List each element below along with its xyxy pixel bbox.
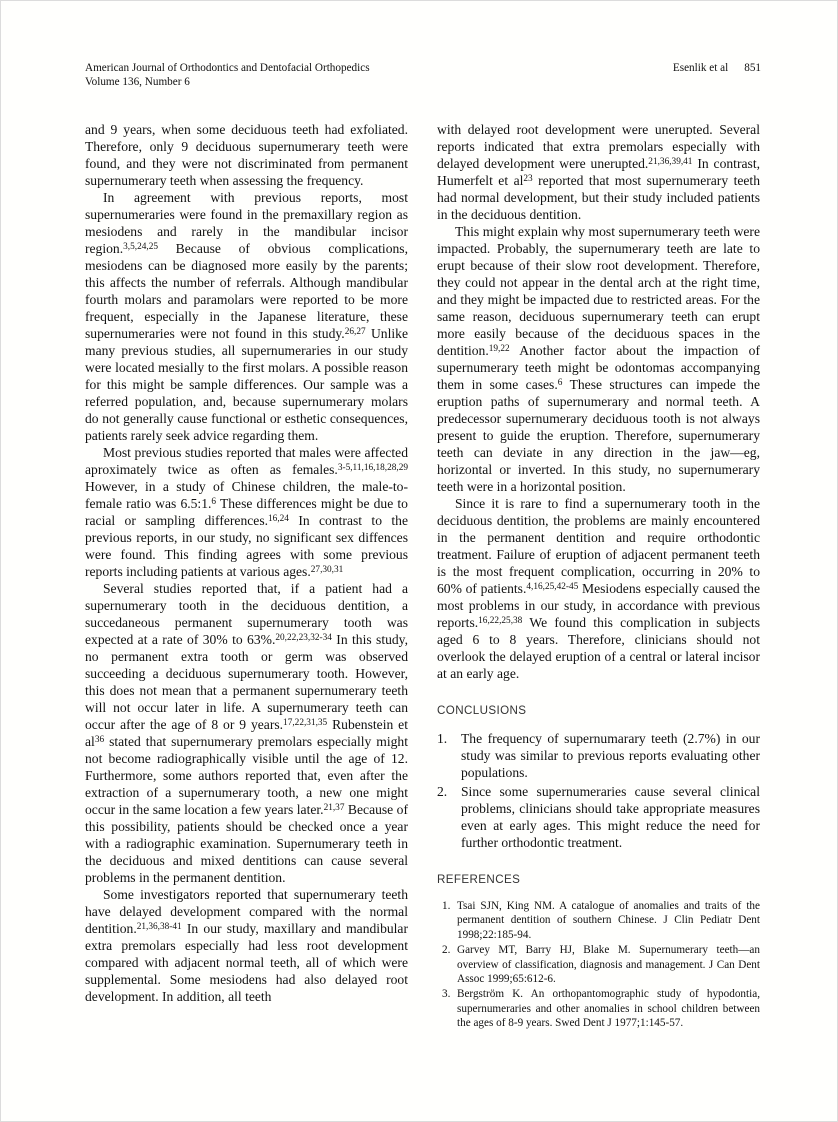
left-column [85,121,408,1032]
citation-superscript: 36 [94,734,105,745]
running-head [673,61,761,75]
list-item-number: 2. [437,784,448,799]
paragraph: Several studies reported that, if a patient had a supernumerary tooth in the deciduous dentition, a succedaneous permanent supernumerary tooth was expected at a rate of 30% to 63%.$^{20,22,23,32-34}$ In this study, no permanent extra tooth or germ was observed succeeding a deciduous supernumerary tooth. However, this does not mean that a permanent supernumerary teeth will not occur later in life. A supernumerary teeth can occur after the age of 8 or 9 years.$^{17,22,31,35}$ Rubenstein et $al^{36}$ stated that supernumerary premolars especially might not become radiographically visible until the age of 12. Furthermore, some authors reported that, even after the extraction of a supernumerary tooth, a new one might occur in the same location a few years later.$^{21,37}$ Because of this possibility, patients should be checked once a year with a radiographic examination. Supernumerary teeth in the deciduous and mixed dentitions can cause several problems in the permanent dentition. [85,581,408,885]
list-item-number: 1. [442,900,451,912]
list-item-text: Garvey MT, Barry HJ, Blake M. Supernumerary teeth—an overview of classification, diagnosis and management. J Can Dent Assoc 1999;65:612-6. [457,944,760,986]
page-number: 851 [744,62,761,74]
list-item-number: 2. [442,944,451,957]
citation-superscript: 3-5,11,16,18,28,29 [337,462,408,473]
list-item [437,730,760,781]
list-item-number: 1. [437,731,448,746]
right-column-paragraphs [437,121,760,682]
paragraph: Most previous studies reported that males were affected aproximately twice as often as females.$^{3-5,11,16,18,28,29}$ However, in a study of Chinese children, the male-to-female ratio was 6.5:1.$^6$ These differences might be due to racial or sampling differences.$^{16,24}$ In contrast to the previous reports, in our study, no significant sex diffences were found. This finding agrees with some previous reports including patients at various ages.$^{27,30,31}$ [85,445,408,579]
list-item-text: Since some supernumeraries cause several clinical problems, clinicians should take appropriate measures even at early ages. This might reduce the need for further orthodontic treatment. [461,784,760,850]
list-item [437,899,760,942]
list-item-number: 3. [442,988,451,1001]
paragraph: In agreement with previous reports, most supernumeraries were found in the premaxillary region as mesiodens and rarely in the mandibular incisor region.$^{3,5,24,25}$ Because of obvious complications, mesiodens can be diagnosed more easily by the parents; this affects the number of referrals. Although mandibular fourth molars and paramolars were reported to be more frequent, especially in the Japanese literature, these supernumeraries were not found in this study.$^{26,27}$ Unlike many previous studies, all supernumeraries in our study were located mesially to the first molars. A possible reason for this might be sample differences. Our sample was a referred population, and, because supernumerary molars do not generally cause functional or esthetic consequences, patients rarely seek advice regarding them. [85,190,408,443]
paragraph: This might explain why most supernumerary teeth were impacted. Probably, the supernumerary teeth are late to erupt because of their slow root development. Therefore, they could not appear in the dental arch at the right time, and they might be impacted due to restricted areas. For the same reason, deciduous supernumerary teeth can erupt more easily because of the deciduous spaces in the dentition.$^{19,22}$ Another factor about the impaction of supernumerary teeth might be odontomas accompanying them in some cases.$^6$ These structures can impede the eruption paths of supernumerary and normal teeth. A predecessor supernumerary deciduous tooth is not always present to guide the eruption. Therefore, supernumerary teeth can deviate in any direction in the jaw—eg, horizontal or inverted. In this study, no supernumerary teeth were in a horizontal position. [437,224,760,494]
citation-superscript: 21,37 [323,802,345,813]
citation-superscript: 23 [523,173,533,184]
right-column [437,121,760,1032]
citation-superscript: 17,22,31,35 [283,717,328,728]
citation-superscript: 21,36,38-41 [136,921,182,932]
citation-superscript: 20,22,23,32-34 [275,632,332,643]
citation-superscript: 16,22,25,38 [478,615,523,626]
citation-superscript: 19,22 [488,343,510,354]
list-item [437,987,760,1030]
conclusions-heading: CONCLUSIONS [437,704,527,717]
page-header [85,61,761,89]
paragraph: and 9 years, when some deciduous teeth had exfoliated. Therefore, only 9 deciduous supernumerary teeth were found, and they were not discriminated from permanent supernumerary teeth when assessing the frequency. [85,122,408,188]
citation-superscript: 6 [557,377,563,388]
citation-superscript: 27,30,31 [310,564,344,575]
list-item-text: The frequency of supernumarary teeth (2.7%) in our study was similar to previous reports evaluating other populations. [461,731,760,780]
citation-superscript: 4,16,25,42-45 [526,581,579,592]
citation-superscript: 16,24 [268,513,289,524]
citation-superscript: 21,36,39,41 [648,156,693,167]
running-head-authors: Esenlik et al [672,62,729,74]
list-item-text: Bergström K. An orthopantomographic study of hypodontia, supernumeraries and other anomalies in school children between the ages of 8-9 years. Swed Dent J 1977;1:145-57. [457,988,760,1030]
journal-issue: Volume 136, Number 6 [85,76,190,88]
left-column-paragraphs [85,121,408,1005]
conclusions-list [437,730,760,851]
citation-superscript: 3,5,24,25 [123,241,159,252]
citation-superscript: 26,27 [344,326,366,337]
list-item [437,943,760,986]
journal-info [85,61,370,89]
list-item [437,783,760,851]
references-list [437,899,760,1031]
citation-superscript: 6 [211,496,217,507]
journal-title: American Journal of Orthodontics and Dentofacial Orthopedics [85,62,370,74]
list-item-text: Tsai SJN, King NM. A catalogue of anomalies and traits of the permanent dentition of southern Chinese. J Clin Pediatr Dent 1998;22:185-94. [457,900,760,941]
paragraph: Since it is rare to find a supernumerary tooth in the deciduous dentition, the problems are mainly encountered in the permanent dentition and require orthodontic treatment. Failure of eruption of adjacent permanent teeth is the most frequent complication, occurring in 20% to 60% of patients.$^{4,16,25,42-45}$ Mesiodens especially caused the most problems in our study, in accordance with previous reports.$^{16,22,25,38}$ We found this complication in subjects aged 6 to 8 years. Therefore, clinicians should not overlook the delayed eruption of a central or lateral incisor at an early age. [437,496,761,681]
paragraph: with delayed root development were unerupted. Several reports indicated that extra premolars especially with delayed development were unerupted.$^{21,36,39,41}$ In contrast, Humerfelt et $al^{23}$ reported that most supernumerary teeth had normal development, but their study included patients in the deciduous dentition. [437,122,760,222]
article-body [85,121,761,1032]
paragraph: Some investigators reported that supernumerary teeth have delayed development compared with the normal dentition.$^{21,36,38-41}$ In our study, maxillary and mandibular extra premolars especially had less root development compared with adjacent normal teeth, all of which were supplemental. Some mesiodens had also delayed root development. In addition, all teeth [85,887,408,1004]
references-heading: REFERENCES [437,873,521,886]
